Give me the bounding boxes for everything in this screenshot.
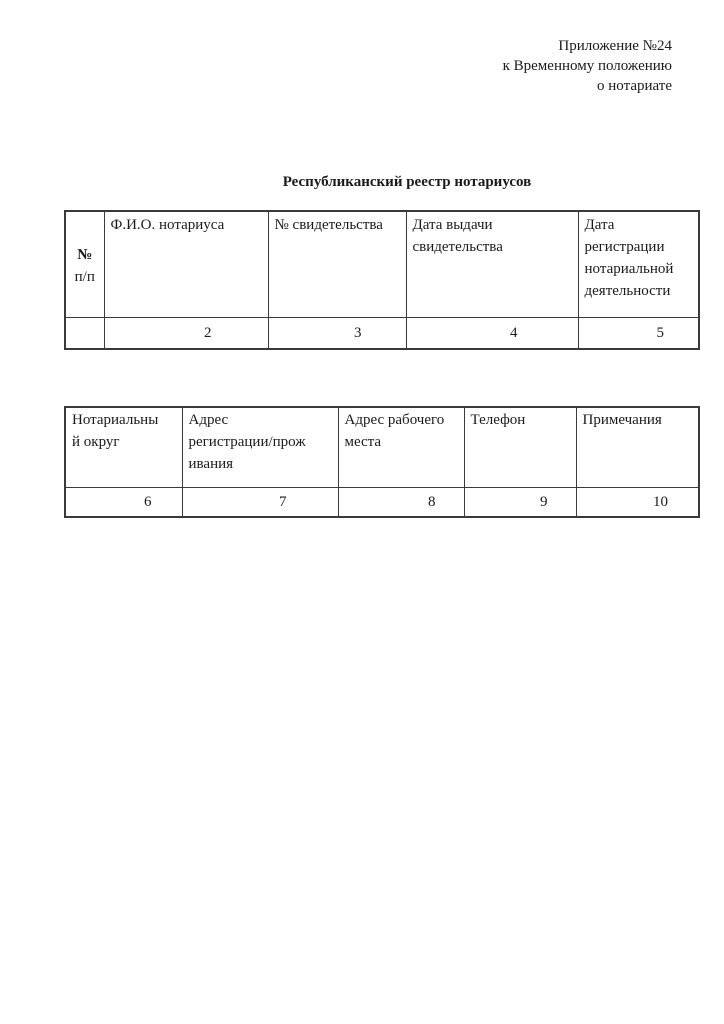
table-header-row (65, 211, 699, 318)
header-phone: Телефон (464, 407, 576, 488)
column-number-9: 9 (464, 488, 576, 518)
header-certificate-number: № свидетельства (268, 211, 406, 318)
column-number-10: 10 (576, 488, 699, 518)
header-certificate-issue-date: Дата выдачи свидетельства (406, 211, 578, 318)
column-number-3: 3 (268, 318, 406, 350)
table-header-row (65, 407, 699, 488)
appendix-subject: о нотариате (597, 78, 672, 94)
document-title: Республиканский реестр нотариусов (282, 174, 532, 190)
table-column-numbers-row (65, 318, 699, 350)
column-number-5: 5 (578, 318, 699, 350)
column-number-6: 6 (65, 488, 182, 518)
registry-table-part-2 (64, 406, 700, 518)
appendix-regulation: к Временному положению (502, 58, 672, 74)
header-notes: Примечания (576, 407, 699, 488)
header-row-number: № п/п (65, 211, 104, 318)
column-number-1 (65, 318, 104, 350)
column-number-7: 7 (182, 488, 338, 518)
column-number-2: 2 (104, 318, 268, 350)
column-number-8: 8 (338, 488, 464, 518)
header-notary-name: Ф.И.О. нотариуса (104, 211, 268, 318)
header-notarial-district: Нотариальны й округ (65, 407, 182, 488)
appendix-reference (503, 36, 672, 96)
table-column-numbers-row (65, 488, 699, 518)
header-workplace-address: Адрес рабочего места (338, 407, 464, 488)
column-number-4: 4 (406, 318, 578, 350)
header-activity-registration-date: Дата регистрации нотариальной деятельности (578, 211, 699, 318)
header-registration-address: Адрес регистрации/прож ивания (182, 407, 338, 488)
registry-table-part-1 (64, 210, 700, 350)
appendix-number: Приложение №24 (558, 38, 672, 54)
